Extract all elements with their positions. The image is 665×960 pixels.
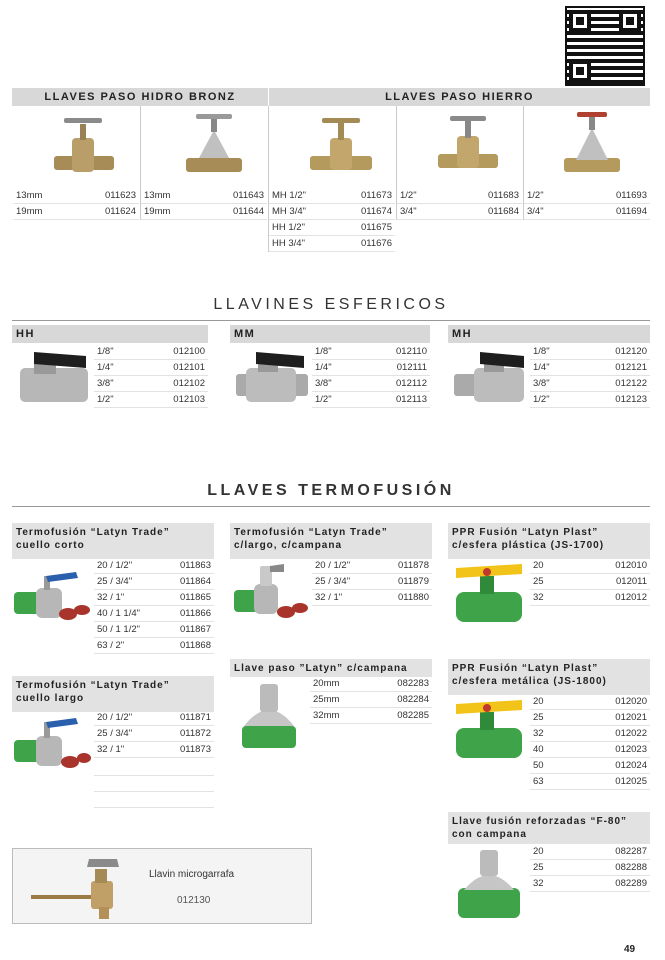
list-item: 25 / 3/4" 011872 [94,726,214,742]
list-item: 50 / 1 1/2" 011867 [94,622,214,638]
list-item: 1/4" 012111 [312,360,430,376]
list-item: 25 012021 [530,710,650,726]
list-item: 25 082288 [530,860,650,876]
list-item: HH 3/4" 011676 [269,236,395,252]
list-item: 63 / 2" 011868 [94,638,214,654]
ball-valve-mh-image [452,346,528,416]
list-item: MH 3/4" 011674 [269,204,395,220]
list-item: 20 012020 [530,694,650,710]
list-item: 1/2" 012103 [94,392,208,408]
group-title-cuello-corto: Termofusión “Latyn Trade” cuello corto [12,523,214,559]
list-item: 13mm 011623 [13,188,139,204]
valve-iron-2 [438,116,498,168]
group-title-ppr-metalica: PPR Fusión “Latyn Plast” c/esfera metálica (JS-1800) [448,659,650,695]
top-col-5 [524,188,650,220]
microgarrafa-image [27,855,137,921]
list-item: 1/8" 012110 [312,344,430,360]
list-item: 63 012025 [530,774,650,790]
valve-ppr-metalica-image [452,698,528,768]
list-item: 1/2" 012113 [312,392,430,408]
top-col-4 [397,188,522,220]
list-item: MH 1/2" 011673 [269,188,395,204]
list-item: 20 / 1/2" 011878 [312,558,432,574]
page-number: 49 [624,944,636,955]
top-col-1 [13,188,139,220]
top-col-3 [269,188,395,252]
list-item: HH 1/2" 011675 [269,220,395,236]
top-valves-images [14,108,650,188]
section-title-esfericos: LLAVINES ESFERICOS [213,296,449,313]
list-item: 40 012023 [530,742,650,758]
header-hierro: LLAVES PASO HIERRO [269,88,650,106]
list-item: 19mm 011644 [141,204,267,220]
group-label-hh: HH [12,325,208,343]
list-item: 1/4" 012101 [94,360,208,376]
group-label-mh: MH [448,325,650,343]
list-item: 25 012011 [530,574,650,590]
valve-cuello-largo-image [12,716,92,776]
list-item: 32 082289 [530,876,650,892]
list-item: 32 012012 [530,590,650,606]
list-item: 20 012010 [530,558,650,574]
list-item: 25 / 3/4" 011879 [312,574,432,590]
list-item: 32mm 082285 [310,708,432,724]
list-item: 1/8" 012100 [94,344,208,360]
valve-campana-image [232,562,312,628]
valve-cuello-corto-image [12,570,92,630]
ball-valve-mm-image [234,346,310,416]
list-item: 3/8" 012122 [530,376,650,392]
list-item: 25mm 082284 [310,692,432,708]
microgarrafa-code: 012130 [177,895,211,906]
ball-valve-hh-image [16,346,92,416]
microgarrafa-name: Llavin microgarrafa [149,869,235,880]
section-title-termofusion: LLAVES TERMOFUSIÓN [207,482,455,499]
valve-iron-1 [310,118,372,170]
group-title-ppr-plastica: PPR Fusión “Latyn Plast” c/esfera plástica (JS-1700) [448,523,650,559]
valve-paso-image [238,680,300,752]
list-item: 13mm 011643 [141,188,267,204]
list-item: 32 / 1" 011880 [312,590,432,606]
list-item: 1/4" 012121 [530,360,650,376]
top-col-2 [141,188,267,220]
list-item: 40 / 1 1/4" 011866 [94,606,214,622]
group-label-mm: MM [230,325,430,343]
group-title-campana: Termofusión “Latyn Trade” c/largo, c/campana [230,523,432,559]
microgarrafa-box [12,848,312,924]
list-item: 32 / 1" 011873 [94,742,214,758]
valve-iron-3 [564,112,620,172]
list-item: 25 / 3/4" 011864 [94,574,214,590]
list-item: 20mm 082283 [310,676,432,692]
list-item: 1/8" 012120 [530,344,650,360]
valve-f80-image [456,846,524,922]
group-title-f80: Llave fusión reforzadas “F-80” con campana [448,812,650,844]
list-item: 20 082287 [530,844,650,860]
list-item: 3/8" 012112 [312,376,430,392]
list-item: 20 / 1/2" 011863 [94,558,214,574]
valve-bronze-2 [186,114,242,172]
valve-bronze-1 [54,118,114,172]
list-item: 32 012022 [530,726,650,742]
group-title-llave-paso: Llave paso ”Latyn” c/campana [230,659,432,677]
list-item: 20 / 1/2" 011871 [94,710,214,726]
list-item: 3/8" 012102 [94,376,208,392]
valve-ppr-plastica-image [452,562,528,632]
header-hidro-bronz: LLAVES PASO HIDRO BRONZ [12,88,268,106]
list-item: 32 / 1" 011865 [94,590,214,606]
list-item: 1/2" 012123 [530,392,650,408]
list-item: 50 012024 [530,758,650,774]
list-item: 19mm 011624 [13,204,139,220]
qr-code [565,6,645,86]
list-item: 3/4" 011694 [524,204,650,220]
group-title-cuello-largo: Termofusión “Latyn Trade” cuello largo [12,676,214,712]
list-item: 1/2" 011693 [524,188,650,204]
list-item: 1/2" 011683 [397,188,522,204]
list-item: 3/4" 011684 [397,204,522,220]
